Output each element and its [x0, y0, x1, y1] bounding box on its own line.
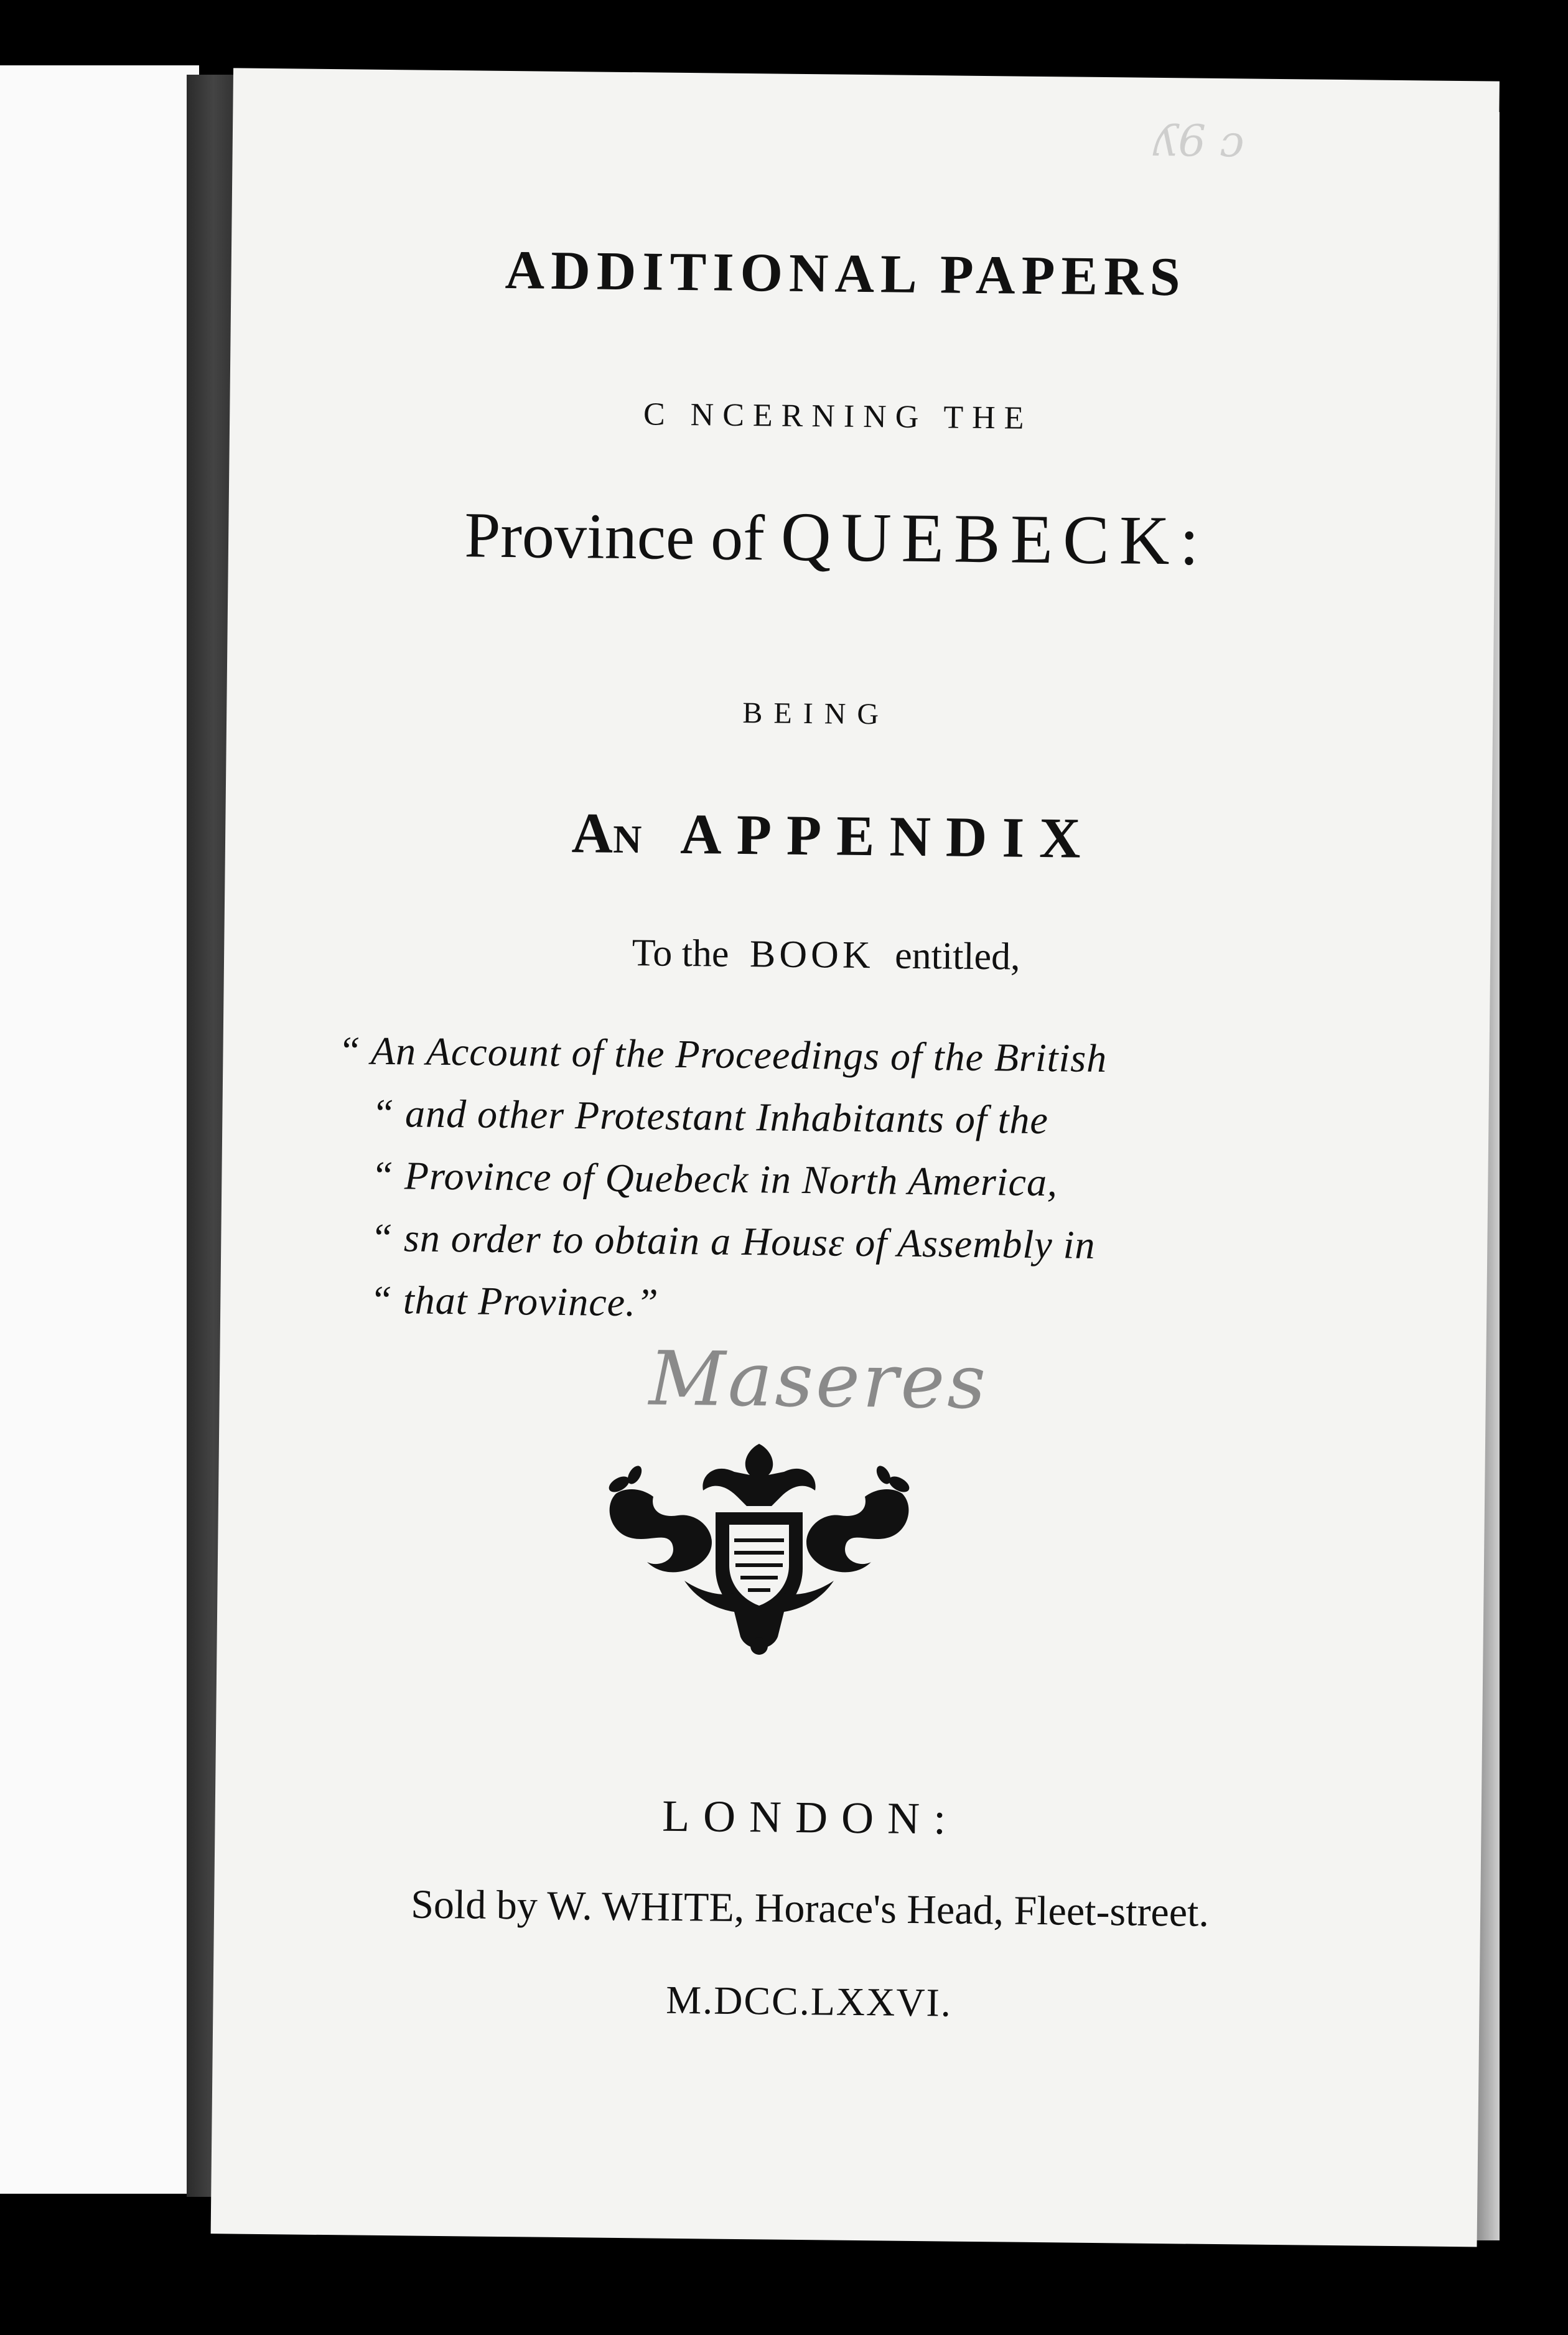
title-quebeck: QUEBECK: [780, 498, 1210, 580]
book-word: BOOK [749, 933, 875, 977]
to-the: To the [632, 932, 729, 975]
pencil-shelfmark: ʎ6 ɔ [1153, 115, 1244, 167]
title-being: BEING [742, 696, 890, 731]
imprint-date: M.DCC.LXXVI. [665, 1977, 953, 2025]
title-line-3 [203, 491, 1470, 584]
title-page [211, 68, 1500, 2247]
imprint-city: LONDON: [661, 1790, 960, 1844]
title-province-of: Province of [464, 499, 765, 574]
quotation-line: “ sn order to obtain a Housɛ of Assembly in [370, 1215, 1096, 1267]
facing-blank-leaf [0, 65, 199, 2194]
handwritten-owner-name: Maseres [648, 1336, 989, 1426]
appendix-an-smallcap: N [612, 817, 647, 862]
title-to-the-book [193, 927, 1460, 984]
quotation-line: “ An Account of the Proceedings of the British [338, 1028, 1108, 1081]
quotation-line: “ and other Protestant Inhabitants of the [371, 1090, 1049, 1143]
title-line-2: C NCERNING THE [643, 396, 1033, 436]
imprint-seller: Sold by W. WHITE, Horace's Head, Fleet-street. [410, 1881, 1210, 1935]
entitled: entitled, [894, 934, 1020, 978]
eagle-heraldic-ornament-icon [591, 1438, 927, 1662]
quotation-line: “ that Province.” [369, 1277, 660, 1325]
appendix-an-initial: A [571, 801, 614, 865]
appendix-word: APPENDIX [679, 802, 1096, 870]
title-line-1: ADDITIONAL PAPERS [505, 240, 1187, 308]
quotation-line: “ Province of Quebeck in North America, [371, 1153, 1058, 1205]
title-appendix-line [200, 796, 1467, 875]
